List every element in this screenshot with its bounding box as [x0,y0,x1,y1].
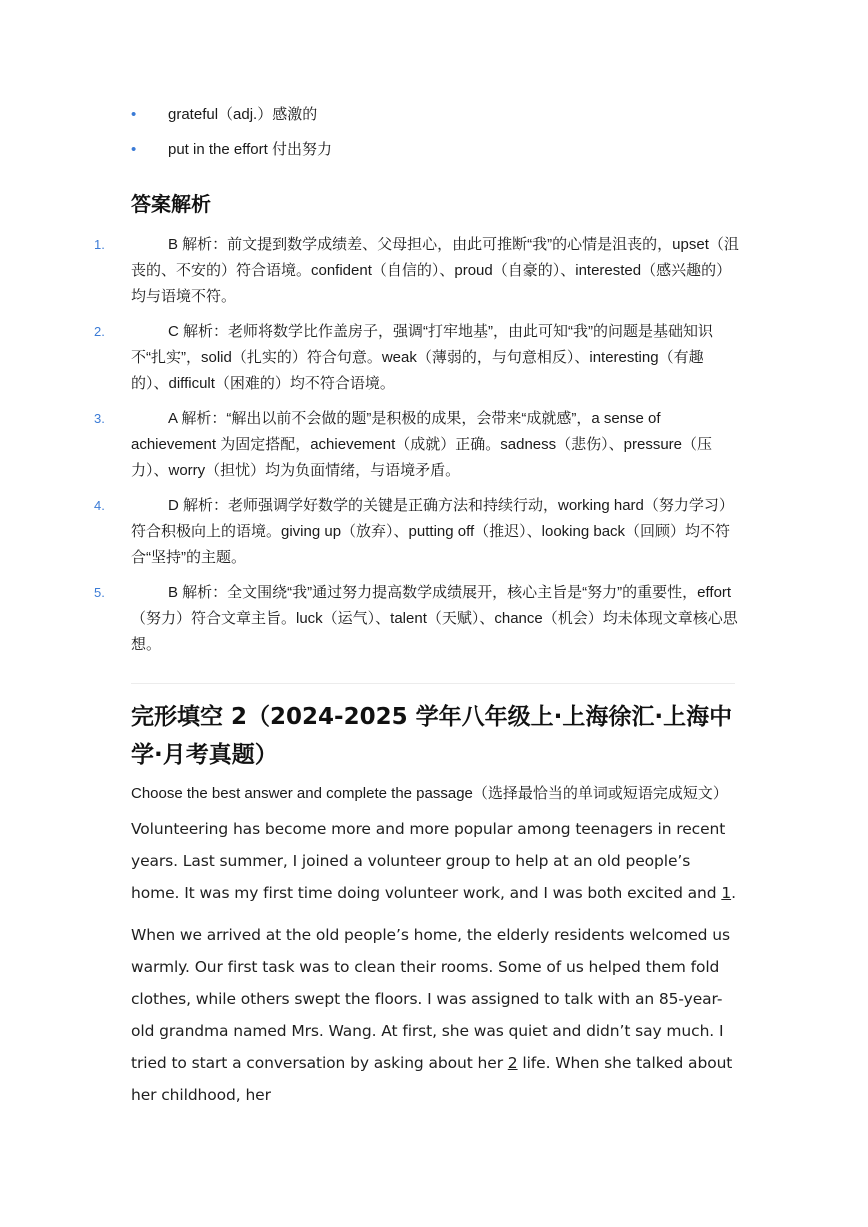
vocab-bullet-list [131,100,741,170]
bullet-dot-icon: • [131,106,137,123]
passage-paragraph [131,919,741,1111]
answer-number: 2. [94,324,105,339]
answer-heading: 答案解析 [131,192,211,216]
answer-item [94,493,741,571]
bullet-dot-icon: • [131,141,137,158]
vocab-bullet-item [131,135,741,170]
section-divider [131,683,735,684]
answer-text: C 解析：老师将数学比作盖房子，强调“打牢地基”，由此可知“我”的问题是基础知识不“扎实”，solid（扎实的）符合句意。weak（薄弱的，与句意相反）、interesting（有趣的）、difficult（困难的）均不符合语境。 [131,323,713,392]
document-content [94,100,741,1121]
answer-text: B 解析：全文围绕“我”通过努力提高数学成绩展开，核心主旨是“努力”的重要性，effort（努力）符合文章主旨。luck（运气）、talent（天赋）、chance（机会）均未体现文章核心思想。 [131,584,738,653]
blank-number: 2 [507,1054,518,1072]
paragraph-text: life. When she talked about her childhood, her [131,1054,733,1104]
passage-title: 完形填空 2（2024-2025 学年八年级上·上海徐汇·上海中学·月考真题） [131,704,733,768]
vocab-text: grateful（adj.）感激的 [168,106,318,123]
answer-text: D 解析：老师强调学好数学的关键是正确方法和持续行动，working hard（努力学习）符合积极向上的语境。giving up（放弃）、putting off（推迟）、looking back（回顾）均不符合“坚持”的主题。 [131,497,734,566]
answer-list [94,232,741,658]
vocab-bullet-item [131,100,741,135]
blank-number: 1 [721,884,732,902]
paragraph-text: . [731,884,736,902]
passage-instruction: Choose the best answer and complete the passage（选择最恰当的单词或短语完成短文） [131,785,728,802]
paragraph-text: Volunteering has become more and more popular among teenagers in recent years. Last summer, I joined a volunteer group to help at an old people’s home. It was my first time doing volunteer work, and I was both excited and [131,820,726,902]
vocab-text: put in the effort 付出努力 [168,141,332,158]
answer-number: 3. [94,411,105,426]
passage-paragraph [131,813,741,909]
answer-text: B 解析：前文提到数学成绩差、父母担心，由此可推断“我”的心情是沮丧的，upset（沮丧的、不安的）符合语境。confident（自信的）、proud（自豪的）、interested（感兴趣的）均与语境不符。 [131,236,739,305]
answer-text: A 解析：“解出以前不会做的题”是积极的成果，会带来“成就感”，a sense of achievement 为固定搭配，achievement（成就）正确。sadness（悲伤）、pressure（压力）、worry（担忧）均为负面情绪，与语境矛盾。 [131,410,712,479]
answer-item [94,406,741,484]
answer-item [94,580,741,658]
paragraph-text: When we arrived at the old people’s home, the elderly residents welcomed us warmly. Our first task was to clean their rooms. Some of us helped them fold clothes, while others swept the floors. I was assigned to talk with an 85-year-old grandma named Mrs. Wang. At first, she was quiet and didn’t say much. I tried to start a conversation by asking about her [131,926,730,1072]
answer-number: 4. [94,498,105,513]
answer-item [94,232,741,310]
answer-item [94,319,741,397]
answer-number: 5. [94,585,105,600]
answer-number: 1. [94,237,105,252]
